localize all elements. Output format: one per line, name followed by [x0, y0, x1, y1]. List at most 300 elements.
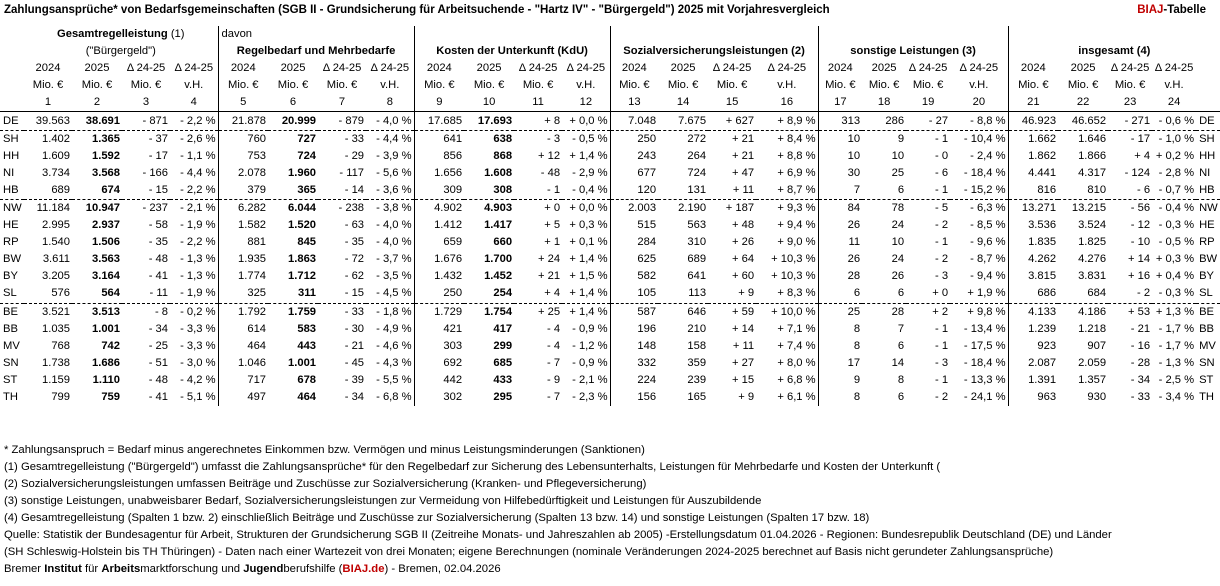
- note-0: * Zahlungsanspruch = Bedarf minus angerechnetes Einkommen bzw. Vermögen und minus Leistungsminderungen (Sanktionen): [4, 444, 645, 456]
- table-cell: 21.878: [218, 112, 268, 130]
- unit-header-15: Mio. €: [716, 79, 748, 92]
- year-header-11: Δ 24-25: [518, 62, 558, 75]
- table-cell: + 10,3 %: [771, 253, 816, 266]
- region-code: HB: [1196, 182, 1220, 200]
- table-cell: + 48: [731, 219, 755, 232]
- table-cell: 4.262: [1008, 251, 1058, 268]
- table-cell: 7: [818, 182, 862, 200]
- table-cell: 4.902: [414, 199, 464, 217]
- table-cell: - 124: [1124, 166, 1151, 179]
- region-code: NW: [1199, 201, 1218, 214]
- unit-header-2: Mio. €: [81, 79, 113, 92]
- unit-header-10: Mio. €: [473, 79, 505, 92]
- table-cell: 4.441: [1008, 165, 1058, 182]
- table-cell: - 1,2 %: [572, 339, 608, 352]
- table-cell: 464: [297, 391, 317, 404]
- table-cell: - 3: [547, 132, 561, 145]
- table-cell: 660: [493, 236, 513, 249]
- num-header-4: 4: [170, 94, 218, 112]
- table-cell: 1.582: [218, 217, 268, 234]
- table-cell: 105: [610, 285, 658, 303]
- table-cell: 727: [297, 132, 317, 145]
- table-cell: 196: [610, 321, 658, 338]
- year-header-17: 2024: [818, 60, 862, 77]
- table-cell: - 4,4 %: [180, 166, 216, 179]
- unit-header-1: Mio. €: [32, 79, 64, 92]
- table-row: [0, 355, 1220, 372]
- table-cell: + 1,4 %: [569, 149, 608, 162]
- table-cell: 10: [818, 130, 862, 148]
- table-cell: 272: [687, 132, 707, 145]
- table-cell: - 18,4 %: [963, 166, 1006, 179]
- table-cell: 10: [891, 236, 905, 249]
- year-header-2: 2025: [84, 62, 110, 75]
- num-header-10: 10: [464, 94, 514, 112]
- table-cell: + 6,9 %: [777, 166, 816, 179]
- table-cell: 9: [897, 132, 905, 145]
- table-cell: + 1,3 %: [1155, 305, 1195, 318]
- table-cell: 1.520: [288, 219, 317, 232]
- num-header-11: 11: [514, 94, 562, 112]
- table-row: [0, 303, 1220, 321]
- table-cell: 564: [72, 285, 122, 303]
- table-cell: 148: [610, 338, 658, 355]
- table-cell: 8: [818, 338, 862, 355]
- table-cell: 689: [24, 182, 72, 200]
- table-cell: - 4,0 %: [366, 112, 414, 130]
- table-cell: + 21: [537, 270, 561, 283]
- table-cell: 210: [687, 322, 707, 335]
- footer-link[interactable]: BIAJ.de: [342, 563, 385, 575]
- region-code: MV: [1199, 339, 1216, 352]
- table-cell: 379: [218, 182, 268, 200]
- table-cell: + 9,8 %: [967, 305, 1006, 318]
- page-title: Zahlungsansprüche* von Bedarfsgemeinschaften (SGB II - Grundsicherung für Arbeitsuchende - "Hartz IV" - "Bürgergeld") 2025 mit Vorjahresvergleich: [4, 4, 830, 16]
- unit-header-5: Mio. €: [218, 77, 268, 94]
- table-cell: 759: [101, 391, 120, 404]
- unit-header-4: v.H.: [184, 79, 204, 92]
- table-cell: 1.365: [92, 132, 120, 145]
- unit-header-19: Mio. €: [912, 79, 944, 92]
- table-cell: 24: [891, 219, 905, 232]
- unit-header-17: Mio. €: [818, 77, 862, 94]
- region-code: NI: [1199, 166, 1211, 179]
- table-cell: 717: [218, 372, 268, 389]
- table-cell: - 871: [122, 112, 170, 130]
- table-cell: 1.035: [42, 322, 70, 335]
- group-gesamt: Gesamtregelleistung: [57, 28, 168, 41]
- num-header-16: 16: [756, 94, 818, 112]
- region-code: RP: [1199, 236, 1215, 249]
- table-cell: 856: [414, 148, 464, 165]
- table-cell: + 14: [1127, 253, 1151, 266]
- region-code: TH: [1199, 391, 1214, 404]
- unit-header-20: v.H.: [969, 79, 989, 92]
- table-cell: + 1,4 %: [562, 285, 610, 303]
- group-regelbedarf: Regelbedarf und Mehrbedarfe: [218, 43, 414, 60]
- table-cell: 7.048: [610, 112, 658, 130]
- table-cell: 46.923: [1008, 112, 1058, 130]
- table-cell: 8: [818, 321, 862, 338]
- table-cell: - 6: [1108, 182, 1152, 200]
- table-cell: - 3,4 %: [1158, 391, 1195, 404]
- table-cell: 4.903: [484, 201, 513, 214]
- table-cell: - 1,9 %: [180, 219, 216, 232]
- table-cell: 1.792: [218, 303, 268, 321]
- table-cell: - 6,3 %: [970, 201, 1006, 214]
- table-cell: - 7: [547, 391, 561, 404]
- table-cell: 8: [897, 373, 905, 386]
- table-row: [0, 130, 1220, 148]
- table-cell: - 2,2 %: [180, 236, 216, 249]
- table-cell: - 0,5 %: [1158, 236, 1195, 249]
- table-cell: 684: [1058, 285, 1108, 303]
- table-cell: 3.521: [42, 305, 70, 318]
- table-cell: 2.059: [1078, 356, 1107, 369]
- year-header-19: Δ 24-25: [908, 62, 948, 75]
- table-cell: - 166: [142, 166, 168, 179]
- table-cell: 724: [297, 149, 317, 162]
- table-cell: 646: [687, 305, 707, 318]
- table-cell: 17.693: [464, 112, 514, 130]
- table-cell: 7.675: [658, 112, 708, 130]
- unit-header-16: v.H.: [777, 79, 797, 92]
- table-cell: - 4,9 %: [376, 322, 412, 335]
- table-cell: 254: [464, 285, 514, 303]
- table-cell: - 4,0 %: [376, 236, 412, 249]
- table-cell: - 10,4 %: [963, 132, 1006, 145]
- table-row: [0, 234, 1220, 251]
- group-gesamt-note: (1): [170, 28, 185, 41]
- table-cell: 1.686: [92, 356, 120, 369]
- table-cell: - 30: [344, 322, 365, 335]
- table-cell: 3.815: [1008, 268, 1058, 285]
- table-cell: - 56: [1130, 201, 1151, 214]
- table-cell: 641: [687, 270, 707, 283]
- table-cell: 582: [610, 268, 658, 285]
- table-cell: + 64: [731, 253, 755, 266]
- table-cell: 1.402: [42, 132, 70, 145]
- table-cell: - 5,6 %: [376, 166, 412, 179]
- table-cell: - 0,5 %: [572, 132, 608, 145]
- num-header-8: 8: [366, 94, 414, 112]
- table-cell: + 12: [537, 149, 561, 162]
- table-row: [0, 217, 1220, 234]
- region-code: HH: [3, 149, 20, 162]
- table-cell: 6: [818, 285, 862, 303]
- year-header-22: 2025: [1070, 62, 1096, 75]
- table-cell: 11: [818, 234, 862, 251]
- region-code: BY: [3, 270, 18, 283]
- note-3: (3) sonstige Leistungen, unabweisbarer Bedarf, Sozialversicherungsleistungen zur Vermeidung von Hilfebedürftigkeit und Leistungen für Auszubildende: [4, 495, 762, 507]
- table-cell: 1.432: [414, 268, 464, 285]
- table-cell: + 4: [1134, 149, 1151, 162]
- table-cell: 677: [610, 165, 658, 182]
- table-cell: - 1: [935, 236, 949, 249]
- table-cell: 3.513: [92, 305, 120, 318]
- table-cell: - 4,2 %: [180, 373, 216, 386]
- table-cell: 26: [891, 270, 905, 283]
- table-cell: - 21: [344, 339, 365, 352]
- table-cell: 4.276: [1078, 253, 1107, 266]
- table-cell: 313: [818, 112, 862, 130]
- table-cell: + 5: [544, 219, 561, 232]
- table-cell: 1.676: [414, 251, 464, 268]
- region-code: BW: [3, 253, 22, 266]
- table-cell: 1.110: [92, 373, 120, 386]
- table-cell: + 9: [738, 391, 755, 404]
- table-cell: - 2,9 %: [572, 166, 608, 179]
- table-cell: - 62: [344, 270, 365, 283]
- group-sozialversicherung: Sozialversicherungsleistungen (2): [610, 43, 818, 60]
- num-header-6: 6: [268, 94, 318, 112]
- table-cell: 678: [297, 373, 317, 386]
- table-cell: 753: [218, 148, 268, 165]
- table-cell: - 27: [906, 112, 950, 130]
- table-cell: 3.734: [42, 166, 70, 179]
- table-cell: - 0,7 %: [1152, 182, 1196, 200]
- notes: [4, 442, 1112, 578]
- table-cell: - 0,9 %: [572, 356, 608, 369]
- table-cell: 3.611: [42, 253, 70, 266]
- table-cell: 760: [218, 130, 268, 148]
- num-header-20: 20: [950, 94, 1008, 112]
- group-insgesamt: insgesamt (4): [1008, 43, 1220, 60]
- table-cell: - 1,9 %: [170, 285, 218, 303]
- num-header-23: 23: [1108, 94, 1152, 112]
- table-cell: 625: [610, 251, 658, 268]
- table-cell: - 4,6 %: [376, 339, 412, 352]
- year-header-9: 2024: [414, 60, 464, 77]
- table-cell: 1.417: [484, 219, 513, 232]
- region-code: NI: [3, 166, 15, 179]
- table-cell: 1.391: [1008, 372, 1058, 389]
- table-row: [0, 372, 1220, 389]
- table-cell: + 8,4 %: [777, 132, 816, 145]
- table-cell: 799: [51, 391, 70, 404]
- table-cell: + 7,4 %: [777, 339, 816, 352]
- table-cell: 1.825: [1078, 236, 1107, 249]
- table-cell: 674: [72, 182, 122, 200]
- table-cell: 1.729: [414, 303, 464, 321]
- table-cell: 30: [818, 165, 862, 182]
- year-header-5: 2024: [218, 60, 268, 77]
- table-cell: - 48: [148, 253, 168, 266]
- table-cell: + 1,5 %: [569, 270, 608, 283]
- table-cell: 1.835: [1008, 234, 1058, 251]
- table-cell: 46.652: [1058, 112, 1108, 130]
- table-cell: 576: [24, 285, 72, 303]
- year-header-13: 2024: [610, 60, 658, 77]
- table-cell: 686: [1008, 285, 1058, 303]
- table-cell: 4.133: [1008, 303, 1058, 321]
- table-cell: 9: [818, 372, 862, 389]
- table-cell: - 12: [1130, 219, 1151, 232]
- table-row: [0, 338, 1220, 355]
- table-cell: - 2,4 %: [970, 149, 1006, 162]
- region-code: NW: [3, 201, 22, 214]
- table-cell: - 8,5 %: [970, 219, 1006, 232]
- table-cell: 1.239: [1008, 321, 1058, 338]
- region-code: SN: [1199, 356, 1215, 369]
- table-cell: 6.044: [288, 201, 317, 214]
- table-cell: 2.087: [1008, 355, 1058, 372]
- year-header-4: Δ 24-25: [174, 62, 214, 75]
- num-header-14: 14: [658, 94, 708, 112]
- table-cell: - 41: [148, 391, 168, 404]
- table-cell: 1.592: [92, 149, 120, 162]
- region-code: BB: [3, 322, 18, 335]
- table-cell: + 0,4 %: [1155, 270, 1195, 283]
- table-cell: 1.046: [218, 355, 268, 372]
- table-cell: - 14: [318, 182, 366, 200]
- table-cell: - 1: [935, 339, 949, 352]
- table-cell: 299: [493, 339, 513, 352]
- table-cell: 1.863: [288, 253, 317, 266]
- table-cell: - 0,3 %: [1152, 285, 1196, 303]
- table-cell: 6: [897, 391, 905, 404]
- table-row: [0, 389, 1220, 406]
- region-code: ST: [3, 373, 18, 386]
- table-cell: + 16: [1127, 270, 1151, 283]
- table-cell: - 2,1 %: [572, 373, 608, 386]
- table-cell: - 1,7 %: [1158, 339, 1195, 352]
- table-cell: 325: [218, 285, 268, 303]
- table-cell: 810: [1058, 182, 1108, 200]
- table-cell: 131: [658, 182, 708, 200]
- table-cell: 310: [687, 236, 707, 249]
- table-cell: 224: [610, 372, 658, 389]
- year-header-23: Δ 24-25: [1110, 62, 1150, 75]
- unit-header-8: v.H.: [380, 79, 400, 92]
- table-cell: - 8: [154, 305, 168, 318]
- tag-suffix: -Tabelle: [1163, 4, 1206, 16]
- table-row: [0, 182, 1220, 200]
- table-cell: - 28: [1130, 356, 1151, 369]
- table-cell: - 2: [935, 219, 949, 232]
- table-cell: 1.218: [1078, 322, 1107, 335]
- num-header-9: 9: [414, 94, 464, 112]
- table-cell: 120: [610, 182, 658, 200]
- table-cell: 6: [862, 285, 906, 303]
- table-cell: 583: [297, 322, 317, 335]
- table-cell: + 10,0 %: [771, 305, 816, 318]
- table-cell: - 13,4 %: [963, 322, 1006, 335]
- unit-header-14: Mio. €: [667, 79, 699, 92]
- group-kdu: Kosten der Unterkunft (KdU): [414, 43, 610, 60]
- table-cell: 1.862: [1008, 148, 1058, 165]
- table-cell: + 8,9 %: [756, 112, 818, 130]
- tag-biaj: BIAJ: [1137, 4, 1164, 16]
- table-cell: 6.282: [218, 199, 268, 217]
- table-cell: 264: [687, 149, 707, 162]
- table-cell: - 33: [344, 132, 365, 145]
- table-cell: - 3,0 %: [180, 356, 216, 369]
- unit-header-12: v.H.: [576, 79, 596, 92]
- group-sonstige: sonstige Leistungen (3): [818, 43, 1008, 60]
- table-row: [0, 285, 1220, 303]
- table-cell: 685: [493, 356, 513, 369]
- table-cell: - 16: [1130, 339, 1151, 352]
- group-gesamt-sub: ("Bürgergeld"): [85, 45, 156, 58]
- table-cell: 1.935: [218, 251, 268, 268]
- table-cell: 881: [218, 234, 268, 251]
- table-cell: - 4,5 %: [366, 285, 414, 303]
- table-cell: + 10,3 %: [771, 270, 816, 283]
- table-cell: 2.190: [678, 201, 707, 214]
- table-cell: + 0: [906, 285, 950, 303]
- table-cell: 284: [610, 234, 658, 251]
- table-cell: - 1,3 %: [1158, 356, 1195, 369]
- footer-line: Bremer Institut für Arbeitsmarktforschung und Jugendberufshilfe (BIAJ.de) - Bremen, 02.04.2026: [4, 563, 501, 575]
- table-cell: 243: [610, 148, 658, 165]
- table-cell: - 3,7 %: [376, 253, 412, 266]
- table-cell: 3.205: [42, 270, 70, 283]
- table-cell: + 11: [708, 182, 756, 200]
- table-cell: 2.003: [610, 199, 658, 217]
- table-row: [0, 321, 1220, 338]
- table-cell: - 48: [540, 166, 561, 179]
- table-cell: - 3,5 %: [376, 270, 412, 283]
- region-code: SL: [1196, 285, 1220, 303]
- region-code: BE: [3, 305, 18, 318]
- table-cell: - 48: [148, 373, 168, 386]
- num-header-5: 5: [218, 94, 268, 112]
- table-cell: 6: [897, 339, 905, 352]
- table-cell: 1.540: [42, 236, 70, 249]
- table-cell: 311: [268, 285, 318, 303]
- table-cell: - 3,6 %: [366, 182, 414, 200]
- table-cell: 1.960: [288, 166, 317, 179]
- table-cell: - 0,3 %: [1158, 219, 1195, 232]
- table-row: [0, 148, 1220, 165]
- table-cell: - 37: [148, 132, 168, 145]
- table-cell: 3.831: [1078, 270, 1107, 283]
- table-cell: 1.759: [288, 305, 317, 318]
- table-cell: 421: [414, 321, 464, 338]
- table-cell: 1.001: [92, 322, 120, 335]
- table-cell: 3.164: [92, 270, 120, 283]
- region-code: DE: [1196, 112, 1220, 130]
- note-6: (SH Schleswig-Holstein bis TH Thüringen) - Daten nach einer Wartezeit von drei Monaten; eigene Berechnungen (nominale Veränderungen 2024-2025 berechnet auf Basis nicht gerundeter Zahlungsansprüche): [4, 546, 1054, 558]
- table-cell: - 238: [338, 201, 365, 214]
- table-cell: 10: [818, 148, 862, 165]
- table-cell: 10.947: [85, 201, 120, 214]
- table-cell: + 53: [1127, 305, 1151, 318]
- table-cell: 692: [414, 355, 464, 372]
- table-cell: 8: [818, 389, 862, 406]
- table-cell: + 25: [537, 305, 561, 318]
- table-cell: - 15,2 %: [950, 182, 1008, 200]
- table-cell: + 0,3 %: [1155, 253, 1195, 266]
- region-code: TH: [3, 391, 18, 404]
- table-cell: - 21: [1130, 322, 1151, 335]
- table-cell: - 15: [122, 182, 170, 200]
- table-cell: 78: [891, 201, 905, 214]
- table-cell: - 271: [1108, 112, 1152, 130]
- num-header-21: 21: [1008, 94, 1058, 112]
- region-code: BE: [1199, 305, 1215, 318]
- table-cell: + 8,7 %: [756, 182, 818, 200]
- table-cell: - 33: [344, 305, 365, 318]
- table-cell: 365: [268, 182, 318, 200]
- table-cell: - 24,1 %: [963, 391, 1006, 404]
- table-row: [0, 199, 1220, 217]
- unit-header-23: Mio. €: [1114, 79, 1146, 92]
- table-cell: - 8,8 %: [950, 112, 1008, 130]
- region-code: DE: [0, 112, 24, 130]
- region-code: HH: [1199, 149, 1216, 162]
